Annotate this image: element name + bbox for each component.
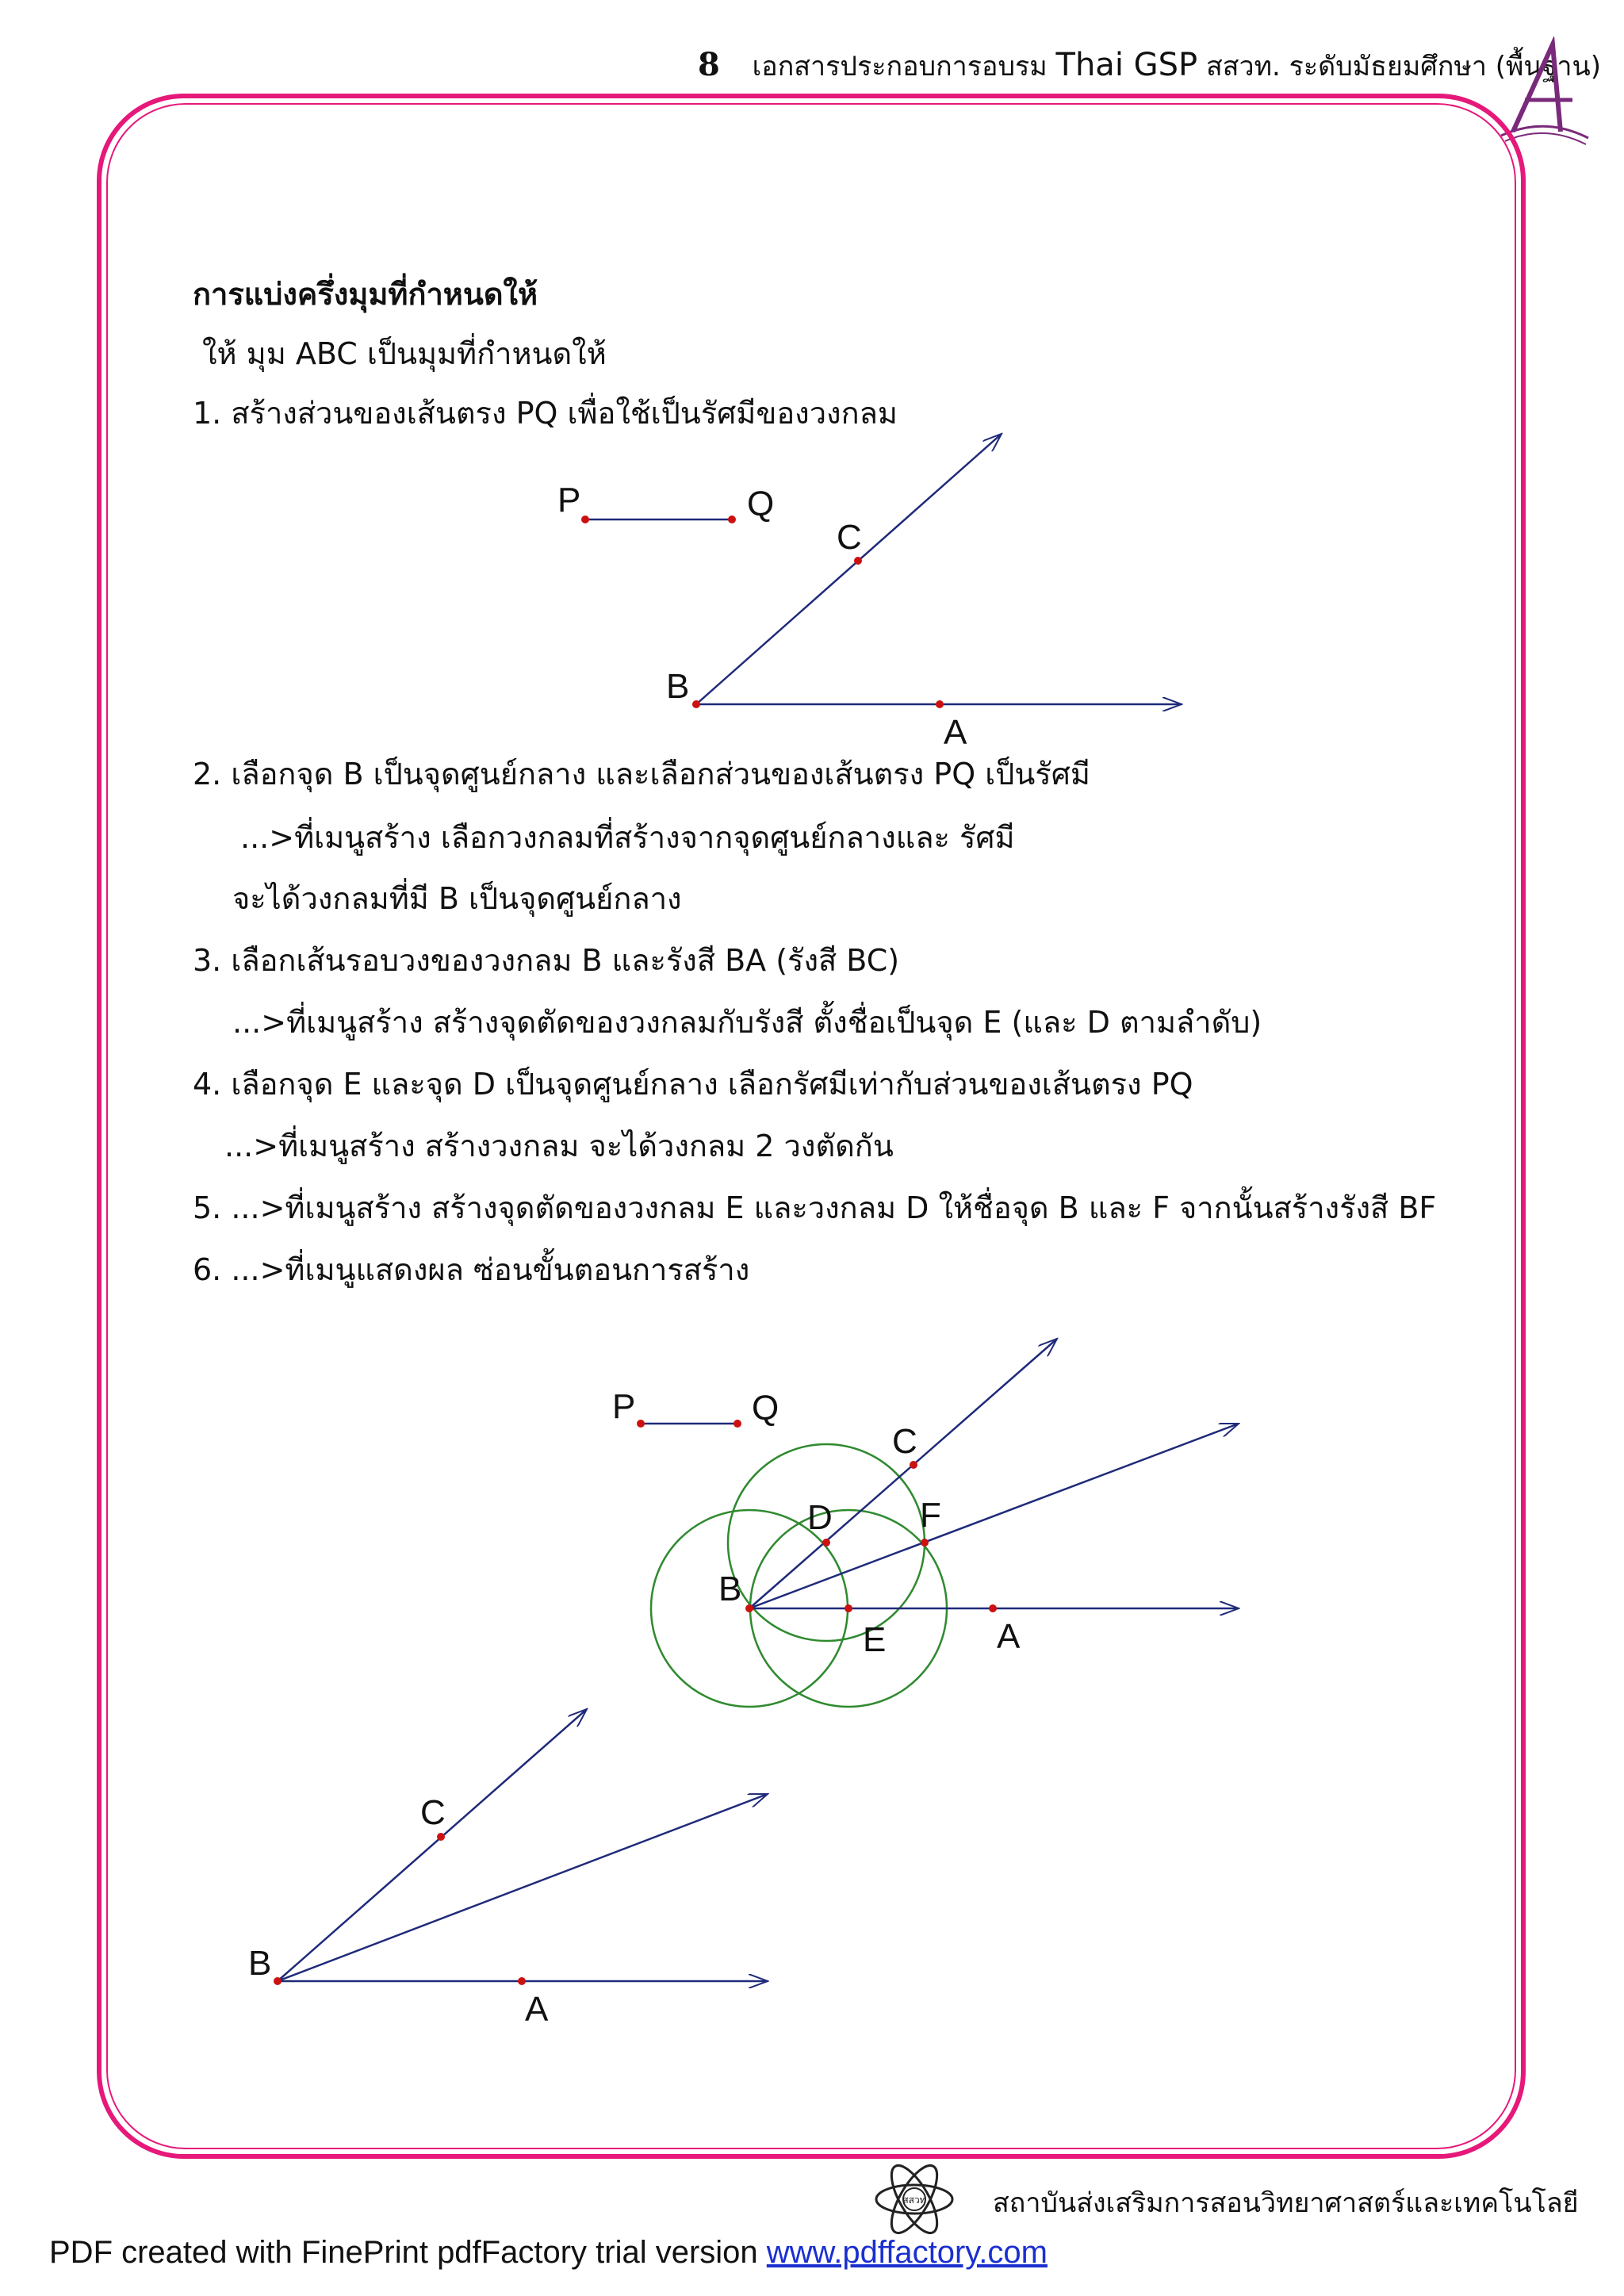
institute-name: สถาบันส่งเสริมการสอนวิทยาศาสตร์และเทคโนโลยี — [993, 2187, 1579, 2219]
step-3-menu: ...>ที่เมนูสร้าง สร้างจุดตัดของวงกลมกับรังสี ตั้งชื่อเป็นจุด E (และ D ตามลำดับ) — [232, 1005, 1262, 1040]
ray-bc-3 — [278, 1709, 587, 1981]
label-d: D — [807, 1498, 833, 1537]
pdf-creator-note — [49, 2235, 1048, 2271]
ray-bc-2 — [749, 1339, 1057, 1608]
figure-2 — [612, 1339, 1239, 1707]
label-e: E — [863, 1620, 887, 1659]
point-b-3 — [274, 1977, 282, 1985]
label-f: F — [920, 1496, 941, 1535]
label-c-2: C — [892, 1422, 917, 1461]
figure-3 — [248, 1709, 768, 2029]
header-program: Thai GSP — [1055, 47, 1198, 83]
label-q-2: Q — [752, 1389, 779, 1428]
institute-logo-icon — [871, 2156, 958, 2243]
point-b-2 — [745, 1604, 753, 1612]
pdffactory-link[interactable]: www.pdffactory.com — [766, 2235, 1048, 2270]
label-b-2: B — [718, 1570, 742, 1608]
logo-text: สสวท — [902, 2194, 926, 2206]
step-4: 4. เลือกจุด E และจุด D เป็นจุดศูนย์กลาง เลือกรัศมีเท่ากับส่วนของเส้นตรง PQ — [193, 1067, 1193, 1102]
header-suffix: สสวท. ระดับมัธยมศึกษา (พื้นฐาน) — [1205, 51, 1602, 82]
point-p — [581, 516, 589, 523]
label-q: Q — [747, 485, 775, 523]
point-a-2 — [989, 1604, 997, 1612]
label-b-3: B — [248, 1944, 272, 1983]
ray-bc — [696, 434, 1002, 704]
step-6: 6. ...>ที่เมนูแสดงผล ซ่อนขั้นตอนการสร้าง — [193, 1252, 750, 1287]
ray-bisector — [278, 1794, 768, 1981]
page-number: 8 — [698, 46, 720, 83]
intro-text: ให้ มุม ABC เป็นมุมที่กำหนดให้ — [202, 336, 607, 371]
step-5: 5. ...>ที่เมนูสร้าง สร้างจุดตัดของวงกลม E และวงกลม D ให้ชื่อจุด B และ F จากนั้นสร้างรังสี BF — [193, 1190, 1437, 1225]
label-b: B — [666, 667, 690, 706]
label-c-3: C — [420, 1793, 446, 1832]
point-f — [921, 1539, 929, 1547]
label-a-2: A — [997, 1617, 1021, 1656]
label-a: A — [944, 713, 967, 752]
point-a — [936, 700, 944, 708]
label-c: C — [837, 518, 862, 557]
label-p-2: P — [612, 1387, 636, 1426]
pdf-note-text: PDF created with FinePrint pdfFactory trial version — [49, 2235, 758, 2270]
step-3: 3. เลือกเส้นรอบวงของวงกลม B และรังสี BA (รังสี BC) — [193, 943, 900, 978]
point-b — [692, 700, 700, 708]
step-2-menu: ...>ที่เมนูสร้าง เลือกวงกลมที่สร้างจากจุดศูนย์กลางและ รัศมี — [240, 820, 1015, 855]
step-2-result: จะได้วงกลมที่มี B เป็นจุดศูนย์กลาง — [232, 881, 682, 916]
point-p-2 — [637, 1420, 645, 1428]
step-1: 1. สร้างส่วนของเส้นตรง PQ เพื่อใช้เป็นรัศมีของวงกลม — [193, 396, 898, 431]
point-c-2 — [910, 1461, 917, 1469]
step-4-menu: ...>ที่เมนูสร้าง สร้างวงกลม จะได้วงกลม 2 วงตัดกัน — [224, 1129, 894, 1163]
point-c — [854, 557, 862, 565]
point-e — [845, 1604, 852, 1612]
section-title: การแบ่งครึ่งมุมที่กำหนดให้ — [193, 277, 538, 312]
figure-1 — [557, 434, 1182, 752]
point-q-2 — [733, 1420, 741, 1428]
header-prefix: เอกสารประกอบการอบรม — [752, 51, 1048, 82]
point-a-3 — [518, 1977, 526, 1985]
point-d — [822, 1539, 830, 1547]
step-2: 2. เลือกจุด B เป็นจุดศูนย์กลาง และเลือกส่วนของเส้นตรง PQ เป็นรัศมี — [193, 757, 1090, 792]
point-c-3 — [437, 1833, 445, 1841]
label-p: P — [557, 481, 581, 519]
point-q — [728, 516, 736, 523]
label-a-3: A — [525, 1990, 549, 2029]
